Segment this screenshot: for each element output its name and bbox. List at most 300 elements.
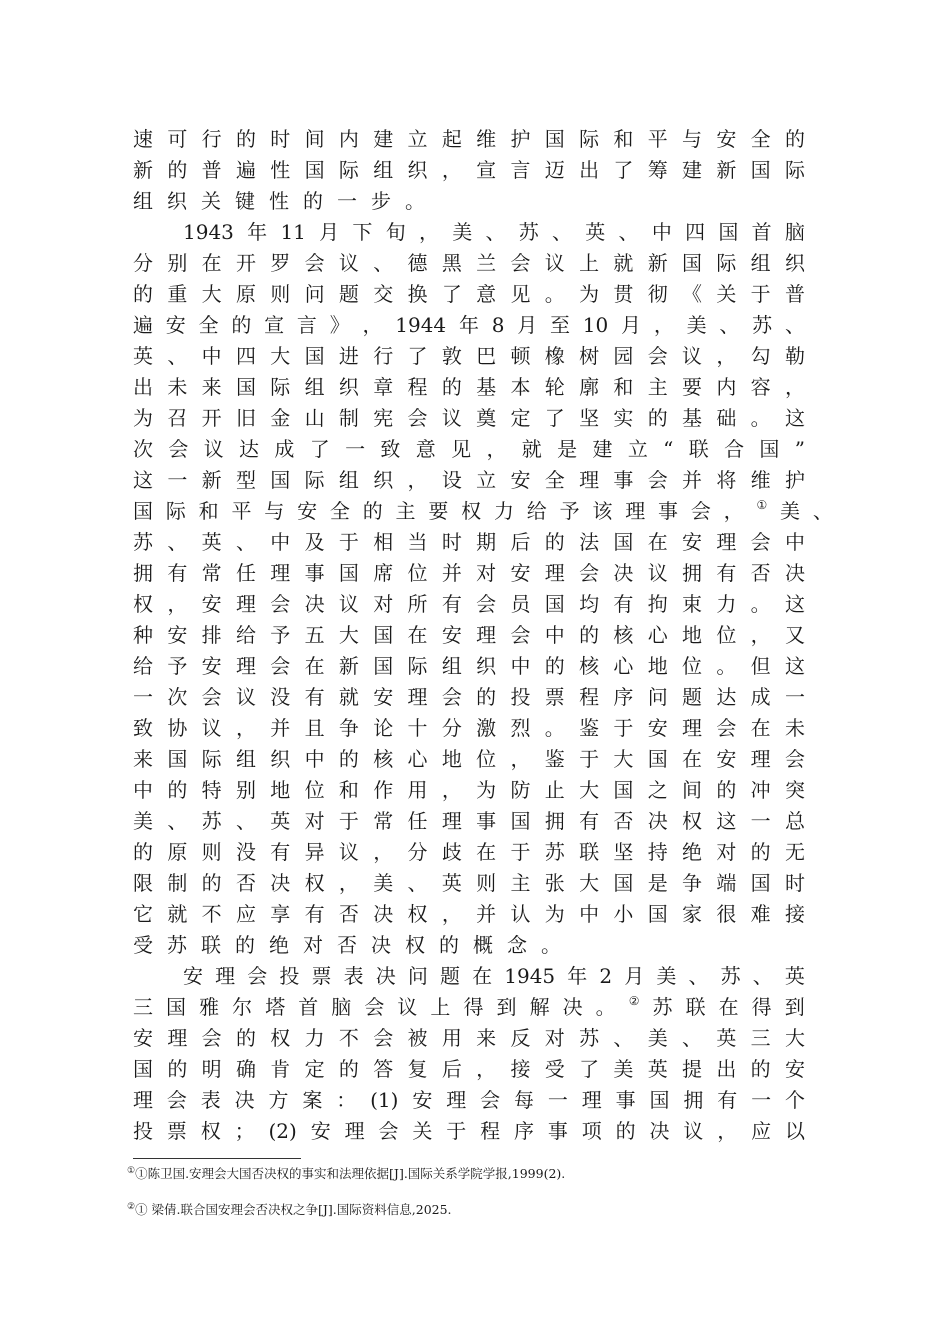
glyph: 题 xyxy=(338,282,359,306)
glyph: (2) xyxy=(268,1119,297,1143)
glyph: 决 xyxy=(613,561,634,585)
glyph: 没 xyxy=(235,840,256,864)
glyph: 遍 xyxy=(133,313,153,337)
glyph: 了 xyxy=(309,437,330,461)
glyph: 致 xyxy=(133,716,153,740)
glyph: 性 xyxy=(270,158,291,182)
glyph: 对 xyxy=(476,561,497,585)
glyph: 。 xyxy=(750,406,771,430)
glyph: 很 xyxy=(716,902,737,926)
body-line-26 xyxy=(133,902,805,926)
glyph: 本 xyxy=(510,375,531,399)
glyph: 见 xyxy=(510,282,531,306)
glyph: 勾 xyxy=(750,344,771,368)
glyph: 会 xyxy=(647,468,668,492)
body-line-8 xyxy=(133,344,805,368)
glyph: 兰 xyxy=(476,251,497,275)
glyph: 容 xyxy=(750,375,771,399)
glyph: 国 xyxy=(510,809,531,833)
glyph: 任 xyxy=(407,809,428,833)
glyph: 后 xyxy=(510,530,531,554)
glyph: 则 xyxy=(201,840,222,864)
glyph: 安 xyxy=(183,964,203,988)
glyph: 常 xyxy=(201,561,222,585)
glyph: 决 xyxy=(562,995,583,1019)
glyph: 普 xyxy=(201,158,222,182)
glyph: 建 xyxy=(373,127,394,151)
glyph: 心 xyxy=(407,747,428,771)
glyph: 的 xyxy=(716,778,737,802)
glyph: 权 xyxy=(270,1026,291,1050)
glyph: 理 xyxy=(716,530,737,554)
glyph: 脑 xyxy=(331,995,352,1019)
glyph: 难 xyxy=(750,902,771,926)
glyph: 且 xyxy=(304,716,325,740)
glyph: 织 xyxy=(167,189,187,213)
glyph: 后 xyxy=(441,1057,462,1081)
body-line-5 xyxy=(133,251,805,275)
glyph: 次 xyxy=(133,437,153,461)
glyph: 安 xyxy=(647,716,668,740)
glyph: 坚 xyxy=(579,406,600,430)
glyph: 席 xyxy=(373,561,394,585)
glyph: 未 xyxy=(784,716,805,740)
glyph: 英 xyxy=(585,220,606,244)
glyph: 出 xyxy=(579,158,600,182)
glyph: 联 xyxy=(685,995,706,1019)
glyph: 一 xyxy=(133,685,153,709)
glyph: 、 xyxy=(719,313,740,337)
glyph: 及 xyxy=(304,530,325,554)
glyph: 国 xyxy=(649,1088,670,1112)
glyph: ， xyxy=(441,778,462,802)
glyph: 议 xyxy=(235,685,256,709)
glyph: 题 xyxy=(440,964,460,988)
glyph: 会 xyxy=(579,561,600,585)
glyph: 《 xyxy=(682,282,702,306)
glyph: 中 xyxy=(544,623,565,647)
glyph: 、 xyxy=(167,530,188,554)
glyph: 特 xyxy=(201,778,222,802)
glyph: 不 xyxy=(201,902,222,926)
footnote-1-text: ①陈卫国.安理会大国否决权的事实和法理依据[J].国际关系学院学报,1999(2). xyxy=(135,1166,566,1181)
footnote-ref-2[interactable]: ② xyxy=(628,994,640,1008)
glyph: 用 xyxy=(441,1026,462,1050)
glyph: 票 xyxy=(311,964,332,988)
body-line-12 xyxy=(133,468,805,492)
glyph: 权 xyxy=(405,933,425,957)
glyph: 在 xyxy=(201,251,222,275)
glyph: 三 xyxy=(133,995,153,1019)
glyph: 大 xyxy=(338,623,359,647)
glyph: 中 xyxy=(304,747,325,771)
glyph: 于 xyxy=(510,840,531,864)
glyph: 在 xyxy=(682,747,702,771)
glyph: 英 xyxy=(201,530,222,554)
glyph: 苏 xyxy=(652,995,673,1019)
glyph: 国 xyxy=(304,158,325,182)
glyph: 彻 xyxy=(647,282,668,306)
glyph: 将 xyxy=(716,468,737,492)
glyph: 意 xyxy=(476,282,497,306)
glyph: 11 xyxy=(280,220,306,244)
glyph: 于 xyxy=(750,282,771,306)
glyph: 国 xyxy=(373,623,394,647)
glyph: 理 xyxy=(270,561,291,585)
glyph: 护 xyxy=(510,127,531,151)
glyph: 时 xyxy=(441,530,462,554)
glyph: 奠 xyxy=(476,406,497,430)
glyph: 论 xyxy=(373,716,394,740)
glyph: 雅 xyxy=(199,995,220,1019)
glyph: 旧 xyxy=(235,406,256,430)
glyph: 接 xyxy=(784,902,805,926)
glyph: 组 xyxy=(373,158,394,182)
glyph: 鉴 xyxy=(579,716,600,740)
glyph: 国 xyxy=(718,220,739,244)
glyph: 表 xyxy=(343,964,364,988)
glyph: 首 xyxy=(751,220,772,244)
glyph: 反 xyxy=(510,1026,531,1050)
glyph: 于 xyxy=(446,1119,467,1143)
glyph: ” xyxy=(794,437,805,461)
glyph: 议 xyxy=(201,716,222,740)
glyph: 织 xyxy=(476,654,497,678)
footnote-1-mark: ① xyxy=(127,1165,136,1176)
glyph: 方 xyxy=(268,1088,289,1112)
glyph: 并 xyxy=(476,902,497,926)
glyph: ， xyxy=(750,623,771,647)
glyph: 开 xyxy=(201,406,222,430)
glyph: 地 xyxy=(647,654,668,678)
glyph: 苏 xyxy=(752,313,773,337)
glyph: 、 xyxy=(485,220,506,244)
glyph: 这 xyxy=(784,406,805,430)
glyph: 间 xyxy=(304,127,325,151)
glyph: 护 xyxy=(784,468,805,492)
glyph: 际 xyxy=(201,747,222,771)
footnote-2-mark: ② xyxy=(127,1201,136,1212)
glyph: 成 xyxy=(750,685,771,709)
glyph: 定 xyxy=(510,406,531,430)
glyph: 安 xyxy=(441,623,462,647)
glyph: 事 xyxy=(304,561,325,585)
glyph: 美 xyxy=(656,964,677,988)
glyph: 在 xyxy=(472,964,493,988)
body-line-20 xyxy=(133,716,805,740)
glyph: 全 xyxy=(329,499,350,523)
body-line-17 xyxy=(133,623,805,647)
glyph: 员 xyxy=(510,592,531,616)
glyph: 事 xyxy=(613,468,634,492)
glyph: ， xyxy=(723,499,744,523)
glyph: 。 xyxy=(541,933,561,957)
glyph: ， xyxy=(784,375,805,399)
glyph: 内 xyxy=(716,375,737,399)
glyph: 决 xyxy=(649,1119,670,1143)
glyph: 票 xyxy=(166,1119,187,1143)
glyph: 会 xyxy=(364,995,385,1019)
glyph: 所 xyxy=(407,592,428,616)
glyph: 、 xyxy=(167,809,188,833)
glyph: 新 xyxy=(716,158,737,182)
glyph: 的 xyxy=(750,1057,771,1081)
glyph: 会 xyxy=(716,716,737,740)
glyph: 国 xyxy=(304,344,325,368)
glyph: 复 xyxy=(407,1057,428,1081)
glyph: 明 xyxy=(201,1057,222,1081)
glyph: 见 xyxy=(451,437,472,461)
glyph: 决 xyxy=(784,561,805,585)
glyph: 于 xyxy=(613,716,634,740)
glyph: 安 xyxy=(165,313,186,337)
glyph: 国 xyxy=(613,530,634,554)
footnote-ref-1[interactable]: ① xyxy=(756,498,768,512)
glyph: 的 xyxy=(235,1026,256,1050)
glyph: 对 xyxy=(544,1026,565,1050)
glyph: 国 xyxy=(235,375,256,399)
glyph: 在 xyxy=(476,840,497,864)
glyph: 与 xyxy=(264,499,285,523)
glyph: 主 xyxy=(395,499,416,523)
glyph: 的 xyxy=(167,1057,188,1081)
glyph: 德 xyxy=(407,251,428,275)
glyph: 、 xyxy=(752,964,773,988)
glyph: 绝 xyxy=(682,840,702,864)
glyph: 限 xyxy=(133,871,153,895)
glyph: 一 xyxy=(750,809,771,833)
glyph: 小 xyxy=(613,902,634,926)
glyph: 实 xyxy=(613,406,634,430)
glyph: 》 xyxy=(329,313,350,337)
glyph: 要 xyxy=(428,499,449,523)
glyph: 协 xyxy=(167,716,188,740)
glyph: 的 xyxy=(235,127,256,151)
glyph: 国 xyxy=(750,158,771,182)
glyph: 为 xyxy=(544,902,565,926)
glyph: 它 xyxy=(133,902,153,926)
glyph: 十 xyxy=(407,716,428,740)
glyph: 安 xyxy=(682,530,702,554)
glyph: 受 xyxy=(544,1057,565,1081)
body-line-22 xyxy=(133,778,805,802)
glyph: 成 xyxy=(274,437,295,461)
glyph: 和 xyxy=(613,375,634,399)
glyph: 对 xyxy=(716,840,737,864)
glyph: 美 xyxy=(452,220,473,244)
glyph: 旬 xyxy=(385,220,406,244)
glyph: 大 xyxy=(270,344,291,368)
glyph: 苏 xyxy=(544,840,565,864)
glyph: ， xyxy=(476,1057,497,1081)
body-line-31 xyxy=(133,1057,805,1081)
body-line-7 xyxy=(133,313,805,337)
glyph: 的 xyxy=(167,158,188,182)
glyph: 、 xyxy=(373,251,394,275)
glyph: 对 xyxy=(304,809,325,833)
glyph: 际 xyxy=(270,375,291,399)
glyph: 大 xyxy=(201,282,222,306)
glyph: 10 xyxy=(582,313,609,337)
glyph: 的 xyxy=(647,406,668,430)
glyph: 美 xyxy=(373,871,394,895)
glyph: 会 xyxy=(373,1026,394,1050)
glyph: 国 xyxy=(373,654,394,678)
glyph: 全 xyxy=(198,313,219,337)
glyph: 、 xyxy=(618,220,639,244)
glyph: 的 xyxy=(133,282,153,306)
glyph: 新 xyxy=(201,468,222,492)
body-line-4 xyxy=(183,220,805,244)
glyph: 事 xyxy=(476,809,497,833)
body-line-18 xyxy=(133,654,805,678)
glyph: 未 xyxy=(167,375,188,399)
glyph: 议 xyxy=(338,251,359,275)
glyph: ： xyxy=(336,1088,357,1112)
glyph: 投 xyxy=(510,685,531,709)
glyph: 鉴 xyxy=(544,747,565,771)
glyph: 理 xyxy=(579,468,600,492)
body-line-15 xyxy=(133,561,805,585)
glyph: 否 xyxy=(337,933,357,957)
body-line-2 xyxy=(133,158,805,182)
glyph: 的 xyxy=(201,871,222,895)
glyph: 项 xyxy=(581,1119,602,1143)
glyph: 苏 xyxy=(201,809,222,833)
glyph: 和 xyxy=(198,499,219,523)
glyph: 、 xyxy=(235,809,256,833)
glyph: 争 xyxy=(682,871,702,895)
glyph: 给 xyxy=(133,654,153,678)
glyph: 全 xyxy=(544,468,565,492)
glyph: 会 xyxy=(304,251,325,275)
glyph: 没 xyxy=(270,685,291,709)
glyph: 地 xyxy=(441,747,462,771)
glyph: 力 xyxy=(716,592,737,616)
glyph: 束 xyxy=(682,592,702,616)
glyph: 出 xyxy=(716,1057,737,1081)
glyph: 年 xyxy=(567,964,588,988)
glyph: 的 xyxy=(615,1119,636,1143)
glyph: ， xyxy=(373,840,394,864)
glyph: 美 xyxy=(647,1026,668,1050)
glyph: 权 xyxy=(461,499,482,523)
glyph: 、 xyxy=(407,871,428,895)
glyph: 分 xyxy=(407,840,428,864)
glyph: 拘 xyxy=(647,592,668,616)
glyph: 原 xyxy=(235,282,256,306)
glyph: 的 xyxy=(439,933,459,957)
glyph: 议 xyxy=(647,561,668,585)
glyph: 组 xyxy=(441,654,462,678)
glyph: 会 xyxy=(270,592,291,616)
glyph: ， xyxy=(716,344,737,368)
glyph: 肯 xyxy=(270,1057,291,1081)
glyph: 会 xyxy=(690,499,711,523)
glyph: 安 xyxy=(201,654,222,678)
glyph: 国 xyxy=(759,437,780,461)
glyph: 织 xyxy=(338,375,359,399)
glyph: 平 xyxy=(231,499,252,523)
glyph: 础 xyxy=(716,406,737,430)
glyph: 认 xyxy=(510,902,531,926)
glyph: 地 xyxy=(682,623,702,647)
glyph: 苏 xyxy=(167,933,187,957)
glyph: 这 xyxy=(133,468,153,492)
glyph: ， xyxy=(167,592,188,616)
glyph: 理 xyxy=(235,592,256,616)
glyph: 理 xyxy=(133,1088,153,1112)
body-line-1 xyxy=(133,127,805,151)
glyph: 并 xyxy=(682,468,702,492)
glyph: 在 xyxy=(750,716,771,740)
glyph: 会 xyxy=(480,1088,501,1112)
glyph: 序 xyxy=(513,1119,534,1143)
glyph: 。 xyxy=(544,716,565,740)
glyph: 理 xyxy=(581,1088,602,1112)
body-line-30 xyxy=(133,1026,805,1050)
glyph: 议 xyxy=(338,592,359,616)
glyph: 。 xyxy=(595,995,616,1019)
glyph: 冲 xyxy=(750,778,771,802)
glyph: 的 xyxy=(579,623,600,647)
glyph: 种 xyxy=(133,623,153,647)
body-line-33 xyxy=(133,1119,805,1143)
glyph: 当 xyxy=(407,530,428,554)
glyph: 但 xyxy=(750,654,771,678)
glyph: 决 xyxy=(270,871,291,895)
glyph: (1) xyxy=(370,1088,399,1112)
glyph: 为 xyxy=(133,406,153,430)
glyph: 1943 xyxy=(183,220,234,244)
glyph: 念 xyxy=(507,933,527,957)
glyph: 绝 xyxy=(269,933,289,957)
glyph: 位 xyxy=(476,747,497,771)
glyph: 接 xyxy=(510,1057,531,1081)
glyph: 安 xyxy=(167,623,188,647)
glyph: 键 xyxy=(235,189,255,213)
glyph: ， xyxy=(441,158,462,182)
glyph: 有 xyxy=(716,561,737,585)
glyph: 分 xyxy=(441,716,462,740)
glyph: 常 xyxy=(373,809,394,833)
glyph: 了 xyxy=(407,344,428,368)
glyph: 事 xyxy=(615,1088,636,1112)
glyph: 会 xyxy=(476,592,497,616)
glyph: 主 xyxy=(510,871,531,895)
footnote-2 xyxy=(127,1200,452,1218)
glyph: 主 xyxy=(647,375,668,399)
glyph: 罗 xyxy=(270,251,291,275)
glyph: 有 xyxy=(270,840,291,864)
glyph: 就 xyxy=(521,437,542,461)
glyph: 和 xyxy=(338,778,359,802)
glyph: 组 xyxy=(750,251,771,275)
body-line-32 xyxy=(133,1088,805,1112)
glyph: 异 xyxy=(304,840,325,864)
glyph: 事 xyxy=(658,499,678,523)
glyph: 际 xyxy=(579,127,600,151)
glyph: 会 xyxy=(407,406,428,430)
glyph: 防 xyxy=(510,778,531,802)
glyph: 速 xyxy=(133,127,153,151)
glyph: 四 xyxy=(685,220,706,244)
glyph: 安 xyxy=(201,592,222,616)
glyph: 拥 xyxy=(683,1088,704,1112)
footnote-1 xyxy=(127,1164,565,1182)
glyph: 安 xyxy=(412,1088,433,1112)
glyph: 问 xyxy=(304,282,325,306)
